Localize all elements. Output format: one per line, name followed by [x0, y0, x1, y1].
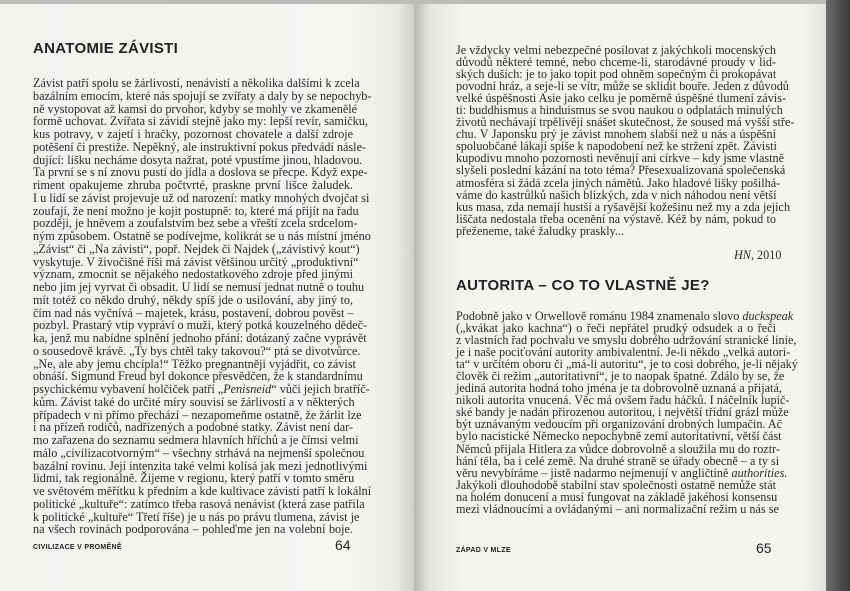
- text-line: slyšeli poslední kázání na toto téma? Přesexualizovaná společenská: [456, 163, 786, 178]
- text-line: mít totéž co někdo druhý, někdy spíš jde o usilování, aby jiný to,: [33, 292, 353, 307]
- section-heading: AUTORITA – CO TO VLASTNĚ JE?: [456, 277, 710, 294]
- text-line: I u lidí se závist projevuje už od narození: matky mnohých dvojčat si: [33, 190, 370, 205]
- text-line: povodní hráz, a seje-li se vítr, může se sklidit bouře. Jeden z důvodů: [456, 79, 789, 94]
- body-text: [33, 76, 372, 537]
- text-line: na všech rovinách podporována – pohleďme jen na volební boje.: [33, 522, 353, 537]
- italic-term: duckspeak: [742, 309, 794, 323]
- text-line: Jakýkoli dlouhodobě stabilní stav společnosti ostatně nemůže stát: [456, 477, 776, 492]
- text-line: politické „kultuře“: zatímco třeba rasová nenávist (která zase patřila: [33, 496, 365, 511]
- text-line: málo „civilizacotvorným“ – všechny strhává na nejmenší společnou: [33, 445, 365, 460]
- right-page: [414, 4, 826, 591]
- text-line: („kvákat jako kachna“) o řeči nepřátel prudký odsudek a o řeči: [456, 321, 776, 336]
- text-line: ských duších: je to jako topit pod ohněm sopečným či prokopávat: [456, 67, 777, 82]
- text-line: mezi vládnoucími a ovládanými – ani normalizační režim u nás se: [456, 501, 779, 516]
- text-line: hání těla, ba i celé země. Na druhé straně se úřady obecně – a ty si: [456, 453, 780, 468]
- left-page: [0, 4, 414, 591]
- text-line: kupodivu mnoho pozornosti nevěnují ani církve – kdy jsme vlastně: [456, 151, 784, 166]
- text-line: věru nevybíráme – jistě nadarmo nejmenují v angličtině authorities.: [456, 465, 788, 480]
- article-signature: [734, 248, 781, 263]
- text-line: formě uchovat. Zvířata si závidí stejně jako my: lepší revír, samičku,: [33, 114, 368, 129]
- text-line: význam, zmocnit se nějakého nedostatkového zdroje před jinými: [33, 267, 353, 282]
- text-line: riment opakujeme zhruba počtvrté, praskne první lišce žaludek.: [33, 178, 353, 192]
- text-line: nikoli autorita vnucená. Věc má ovšem řadu háčků. I náčelník lupič-: [456, 393, 790, 408]
- text-line: „Ne, ale aby jemu chcípla!“ Těžko pregnantněji vyjádřit, co závist: [33, 356, 356, 371]
- page-number: 65: [756, 540, 772, 556]
- text-line: atmosféra si žádá zcela jiných námětů. Jako hladové lišky pošilhá-: [456, 175, 781, 190]
- text-line: bazálním emocím, které nás spojují se zvířaty a daly by se nepochyb-: [33, 88, 372, 103]
- text-line: ka, jenž mu nabídne splnění jednoho přání: dotázaný začne vyprávět: [33, 331, 367, 345]
- text-line: i na přízeň rodičů, nadřízených a podobné statky. Závist není dar-: [33, 420, 353, 435]
- section-heading: ANATOMIE ZÁVISTI: [33, 40, 179, 57]
- text-line: být uznávaným vedoucím při organizování drobných lumpačin. Ač: [456, 417, 783, 432]
- signature-year: , 2010: [750, 248, 782, 262]
- text-line: ti: buddhismus a hinduismus se svou naukou o odplatách minulých: [456, 103, 783, 118]
- text-line: lidmi, tak regionálně. Žijeme v regionu, který patří v tomto směru: [33, 471, 355, 486]
- running-footer: ZÁPAD V MLZE: [456, 547, 511, 554]
- text-line: důvodů některé temné, nebo chceme-li, starodávné proudy v lid-: [456, 55, 776, 70]
- text-line: na holém donucení a musí fungovat na základě jakéhosi konsensu: [456, 489, 778, 504]
- text-line: vyskytuje. V živočišné říši má závist většinou určitý „produktivní“: [33, 254, 359, 269]
- text-line: ve světovém měřítku k předním a kde kultivace závisti patří k lokální: [33, 484, 372, 498]
- text-line: kům. Závist také do určité míry souvisí se žárlivostí a v některých: [33, 394, 355, 409]
- text-line: potěšení či prestiže. Nepěkný, ale instruktivní pokus předvádí násle-: [33, 139, 367, 154]
- text-line: obnáší. Sigmund Freud byl dokonce přesvědčen, že k standardnímu: [33, 369, 363, 384]
- text-line: spoluobčané lákají spíše k napodobení než ke stržení zpět. Závisti: [456, 139, 777, 154]
- text-line: pozbyl. Prastarý vtip vypráví o muži, který potká kouzelného dědeč-: [33, 318, 368, 333]
- text-line: jediná autorita hodná toho jména je ta dobrovolně uznaná a přijatá,: [456, 381, 782, 396]
- text-line: bylo nacistické Německo nepochybně zemí autoritativní, větší část: [456, 429, 782, 444]
- text-line: kus potravy, v zajetí i hračky, pozornost chovatele a další zdroje: [33, 127, 353, 141]
- text-line: Němců přijala Hitlera za vůdce dobrovolně a sloužila mu do roztr-: [456, 441, 780, 456]
- page-number: 64: [335, 537, 351, 553]
- body-text: [456, 43, 795, 238]
- text-line: psychickému vybavení holčiček patří „Penisneid“ vůči jejich bratříč-: [33, 382, 370, 396]
- running-footer: CIVILIZACE V PROMĚNĚ: [33, 544, 122, 551]
- text-line: Je vždycky velmi nebezpečné posilovat z jakýchkoli mocenských: [456, 43, 776, 57]
- text-line: zoufají, že není možno je kojit postupně: to, které má přijít na řadu: [33, 203, 359, 218]
- text-line: ské bandy je nadán přirozenou autoritou, i největší třídní grázl může: [456, 405, 789, 420]
- book-edge: [826, 0, 850, 591]
- text-line: případech v ni přímo přechází – nezapomeňme ostatně, že žárlit lze: [33, 407, 362, 422]
- text-line: z vlastních řad pochvalu ve smyslu dobrého udržování stranické linie,: [456, 333, 797, 348]
- text-line: k politické „kultuře“ Třetí říše) je u nás po právu tlumena, závist je: [33, 509, 360, 524]
- text-line: ným způsobem. Ostatně se podívejme, kolikrát se u nás místní jméno: [33, 229, 371, 243]
- italic-term: authorities.: [731, 465, 788, 480]
- text-line: je i naše pociťování autority ambivalentní. Je-li někdo „velká autori-: [456, 345, 791, 360]
- signature-source: HN: [734, 248, 751, 262]
- text-line: kus masa, zda nemají hustší a ryšavější kožešinu než my a zda jejich: [456, 199, 791, 214]
- text-line: Podobně jako v Orwellově románu 1984 znamenalo slovo duckspeak: [456, 309, 794, 323]
- text-line: ta“ v určitém oboru či „má-li autoritu“, je to cosi dobrého, je-li nějaký: [456, 357, 798, 372]
- text-line: „Závist“ či „Na závisti“, popř. Nejdek či Najdek („závistivý kout“): [33, 241, 360, 256]
- text-line: nebo jim jej vyrvat či obsadit. U lidí se nemusí jednat nutně o touhu: [33, 280, 365, 294]
- text-line: chu. V Japonsku prý je závist mnohem slabší než u nás a úspěšní: [456, 127, 776, 142]
- text-line: velké úspěšnosti Asie jako celku je poměrně úspěšné tlumení závis-: [456, 91, 786, 106]
- text-line: později, je hněvem a zoufalstvím bez sebe a vřeští zcela srdcelom-: [33, 216, 358, 231]
- text-line: člověk či režim „autoritativní“, je to naopak špatné. Zdálo by se, že: [456, 369, 785, 384]
- text-line: váme do kastrůlků našich blízkých, zda v nich náhodou není větší: [456, 187, 777, 202]
- text-line: životů nechávají trpělivěji snášet skutečnost, že soused má vyšší stře-: [456, 115, 795, 130]
- text-line: dující: lišku necháme dosyta nažrat, poté vpustíme jinou, hladovou.: [33, 152, 363, 167]
- text-line: přeženeme, také žaludky praskly...: [456, 223, 625, 238]
- text-line: bazální rovinu. Její intenzita také velmi kolísá jak mezi jednotlivými: [33, 458, 368, 473]
- text-line: liščata nedostala třeba ocenění na výstavě. Kéž by nám, pokud to: [456, 211, 776, 226]
- text-line: ně vystopovat až kamsi do prvohor, kdyby se mohly ve zkamenělé: [33, 101, 358, 116]
- text-line: o sousedově krávě. „Ty bys chtěl taky takovou?“ ptá se divotvůrce.: [33, 343, 361, 358]
- text-line: mo zařazena do seznamu sedmera hlavních hříchů a je čímsi velmi: [33, 433, 359, 447]
- text-line: Závist patří spolu se žárlivostí, nenávistí a několika dalšími k zcela: [33, 76, 360, 90]
- text-line: čím nad nás vyčnívá – majetek, krásu, postavení, dobrou pověst –: [33, 305, 354, 320]
- italic-term: Penisneid: [223, 382, 272, 396]
- text-line: Ta první se s ní znovu pustí do jídla a doslova se přecpe. Když expe-: [33, 165, 368, 180]
- body-text: [456, 309, 798, 516]
